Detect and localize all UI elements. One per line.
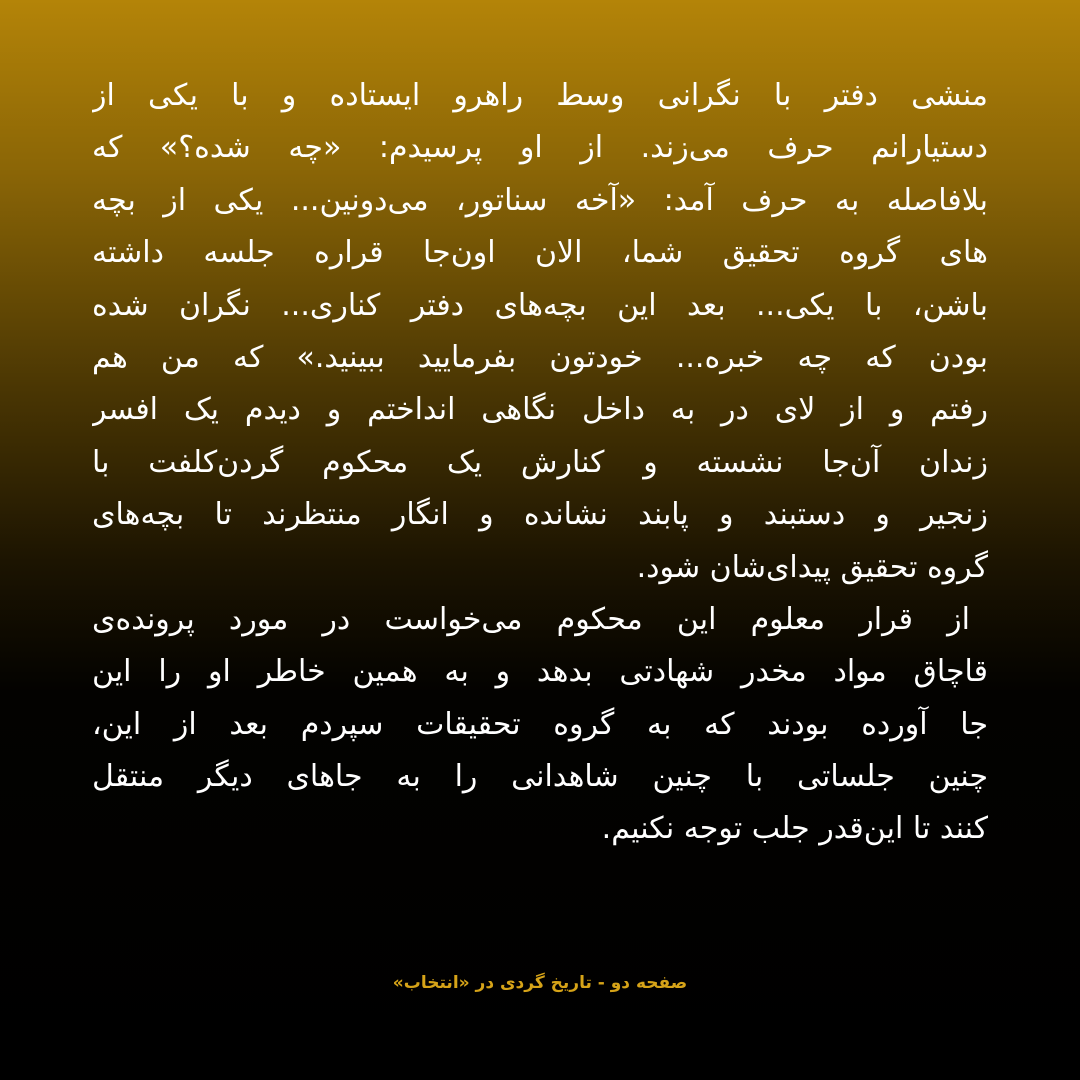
text-line: چنین جلساتی با چنین شاهدانی را به جاهای دیگر منتقل (92, 759, 988, 795)
text-line: بلافاصله به حرف آمد: «آخه سناتور، می‌دونین... یکی از بچه (92, 182, 988, 218)
text-line: کنند تا این‌قدر جلب توجه نکنیم. (601, 811, 988, 847)
text-line: زنجیر و دستبند و پابند نشانده و انگار منتظرند تا بچه‌های (92, 497, 988, 533)
text-line: بودن که چه خبره... خودتون بفرمایید ببینید.» که من هم (92, 339, 988, 375)
text-line: گروه تحقیق پیدای‌شان شود. (636, 549, 988, 585)
paragraph-1 (92, 70, 988, 594)
text-line: باشن، با یکی... بعد این بچه‌های دفتر کناری... نگران شده (92, 287, 988, 323)
text-line: دستیارانم حرف می‌زند. از او پرسیدم: «چه شده؟» که (92, 130, 988, 166)
text-line: منشی دفتر با نگرانی وسط راهرو ایستاده و با یکی از (92, 78, 988, 113)
article-body (92, 70, 988, 856)
text-line: از قرار معلوم این محکوم می‌خواست در مورد پرونده‌ی (92, 601, 970, 637)
page-footer-caption: صفحه دو - تاریخ گردی در «انتخاب» (392, 973, 688, 993)
text-line: زندان آن‌جا نشسته و کنارش یک محکوم گردن‌کلفت با (92, 444, 988, 480)
text-line: قاچاق مواد مخدر شهادتی بدهد و به همین خاطر او را این (92, 654, 988, 690)
text-line: های گروه تحقیق شما، الان اون‌جا قراره جلسه داشته (92, 235, 988, 271)
text-line: جا آورده بودند که به گروه تحقیقات سپردم بعد از این، (92, 706, 988, 742)
paragraph-2 (92, 594, 988, 856)
text-line: رفتم و از لای در به داخل نگاهی انداختم و دیدم یک افسر (92, 392, 988, 428)
